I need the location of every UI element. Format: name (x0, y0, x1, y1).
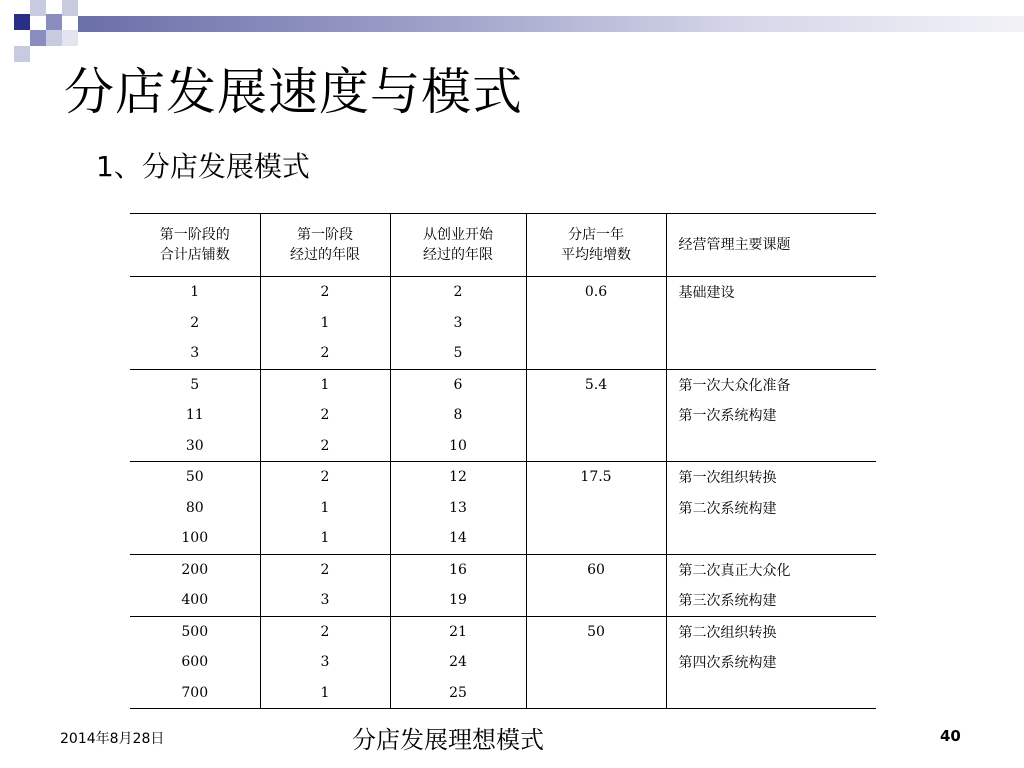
cell-years-since-founding: 24 (390, 647, 526, 678)
cell-stage-years: 2 (260, 277, 390, 308)
cell-stage-years: 1 (260, 523, 390, 554)
cell-management-topic: 第一次系统构建 (678, 408, 777, 425)
cell-total-stores: 2 (130, 308, 260, 339)
cell-management-topic (666, 338, 876, 369)
cell-years-since-founding: 21 (390, 616, 526, 647)
cell-stage-years: 2 (260, 554, 390, 585)
table-row (130, 277, 876, 308)
cell-management-topic: 第二次组织转换 (678, 624, 777, 641)
cell-management-topic: 第二次系统构建 (678, 500, 777, 517)
table-row (130, 554, 876, 585)
cell-management-topic: 第一次组织转换 (678, 470, 777, 487)
header-annual-net-increase: 分店一年 平均纯增数 (526, 214, 666, 277)
cell-total-stores: 500 (130, 616, 260, 647)
cell-annual-net-increase: 0.6 (526, 277, 666, 308)
page-number: 40 (940, 727, 961, 745)
cell-annual-net-increase (526, 493, 666, 524)
cell-total-stores: 30 (130, 431, 260, 462)
cell-annual-net-increase (526, 308, 666, 339)
cell-stage-years: 1 (260, 678, 390, 709)
cell-years-since-founding: 6 (390, 369, 526, 400)
cell-management-topic: 第四次系统构建 (678, 655, 777, 672)
cell-stage-years: 2 (260, 338, 390, 369)
table-header-row (130, 214, 876, 277)
cell-years-since-founding: 16 (390, 554, 526, 585)
cell-annual-net-increase: 60 (526, 554, 666, 585)
cell-years-since-founding: 2 (390, 277, 526, 308)
table-row (130, 308, 876, 339)
cell-management-topic: 第三次系统构建 (666, 585, 876, 616)
cell-total-stores: 5 (130, 369, 260, 400)
cell-total-stores: 200 (130, 554, 260, 585)
cell-total-stores: 600 (130, 647, 260, 678)
table-row (130, 523, 876, 554)
cell-annual-net-increase (526, 523, 666, 554)
table-row (130, 369, 876, 400)
table-row (130, 616, 876, 647)
slide-title: 分店发展速度与模式 (64, 63, 523, 121)
table-row (130, 431, 876, 462)
cell-annual-net-increase (526, 431, 666, 462)
branch-development-table (130, 213, 876, 709)
cell-management-topic: 基础建设 (678, 285, 735, 302)
cell-management-topic (666, 523, 876, 554)
cell-total-stores: 80 (130, 493, 260, 524)
table-row (130, 338, 876, 369)
cell-total-stores: 3 (130, 338, 260, 369)
cell-total-stores: 50 (130, 462, 260, 493)
cell-total-stores: 1 (130, 277, 260, 308)
header-management-topics: 经营管理主要课题 (666, 214, 876, 277)
cell-stage-years: 2 (260, 431, 390, 462)
cell-years-since-founding: 14 (390, 523, 526, 554)
cell-management-topic: 第一次大众化准备 (678, 377, 791, 394)
cell-total-stores: 700 (130, 678, 260, 709)
table-row (130, 462, 876, 493)
cell-annual-net-increase (526, 647, 666, 678)
cell-annual-net-increase: 50 (526, 616, 666, 647)
cell-management-topic (666, 308, 876, 339)
header-stage-years: 第一阶段 经过的年限 (260, 214, 390, 277)
cell-management-topic (666, 678, 876, 709)
table-row (130, 585, 876, 616)
slide-subtitle: 1、分店发展模式 (96, 150, 310, 183)
cell-annual-net-increase: 5.4 (526, 369, 666, 400)
table-row (130, 678, 876, 709)
cell-annual-net-increase (526, 678, 666, 709)
cell-years-since-founding: 8 (390, 400, 526, 431)
cell-total-stores: 11 (130, 400, 260, 431)
cell-years-since-founding: 10 (390, 431, 526, 462)
footer-date: 2014年8月28日 (60, 731, 165, 747)
cell-stage-years: 1 (260, 493, 390, 524)
cell-total-stores: 100 (130, 523, 260, 554)
table-row (130, 647, 876, 678)
cell-annual-net-increase: 17.5 (526, 462, 666, 493)
table-caption: 分店发展理想模式 (352, 726, 544, 754)
cell-years-since-founding: 3 (390, 308, 526, 339)
cell-years-since-founding: 12 (390, 462, 526, 493)
cell-stage-years: 1 (260, 308, 390, 339)
cell-annual-net-increase (526, 338, 666, 369)
table-row (130, 493, 876, 524)
table-row (130, 400, 876, 431)
table-body (130, 277, 876, 709)
cell-stage-years: 2 (260, 462, 390, 493)
cell-years-since-founding: 25 (390, 678, 526, 709)
cell-stage-years: 3 (260, 585, 390, 616)
cell-stage-years: 3 (260, 647, 390, 678)
cell-stage-years: 2 (260, 616, 390, 647)
cell-years-since-founding: 5 (390, 338, 526, 369)
header-gradient-bar (78, 16, 1024, 32)
cell-years-since-founding: 19 (390, 585, 526, 616)
cell-years-since-founding: 13 (390, 493, 526, 524)
cell-stage-years: 2 (260, 400, 390, 431)
header-years-since-founding: 从创业开始 经过的年限 (390, 214, 526, 277)
cell-annual-net-increase (526, 400, 666, 431)
header-total-stores: 第一阶段的 合计店铺数 (130, 214, 260, 277)
cell-total-stores: 400 (130, 585, 260, 616)
cell-stage-years: 1 (260, 369, 390, 400)
cell-management-topic (666, 431, 876, 462)
cell-annual-net-increase (526, 585, 666, 616)
cell-management-topic: 第二次真正大众化 (678, 562, 791, 579)
